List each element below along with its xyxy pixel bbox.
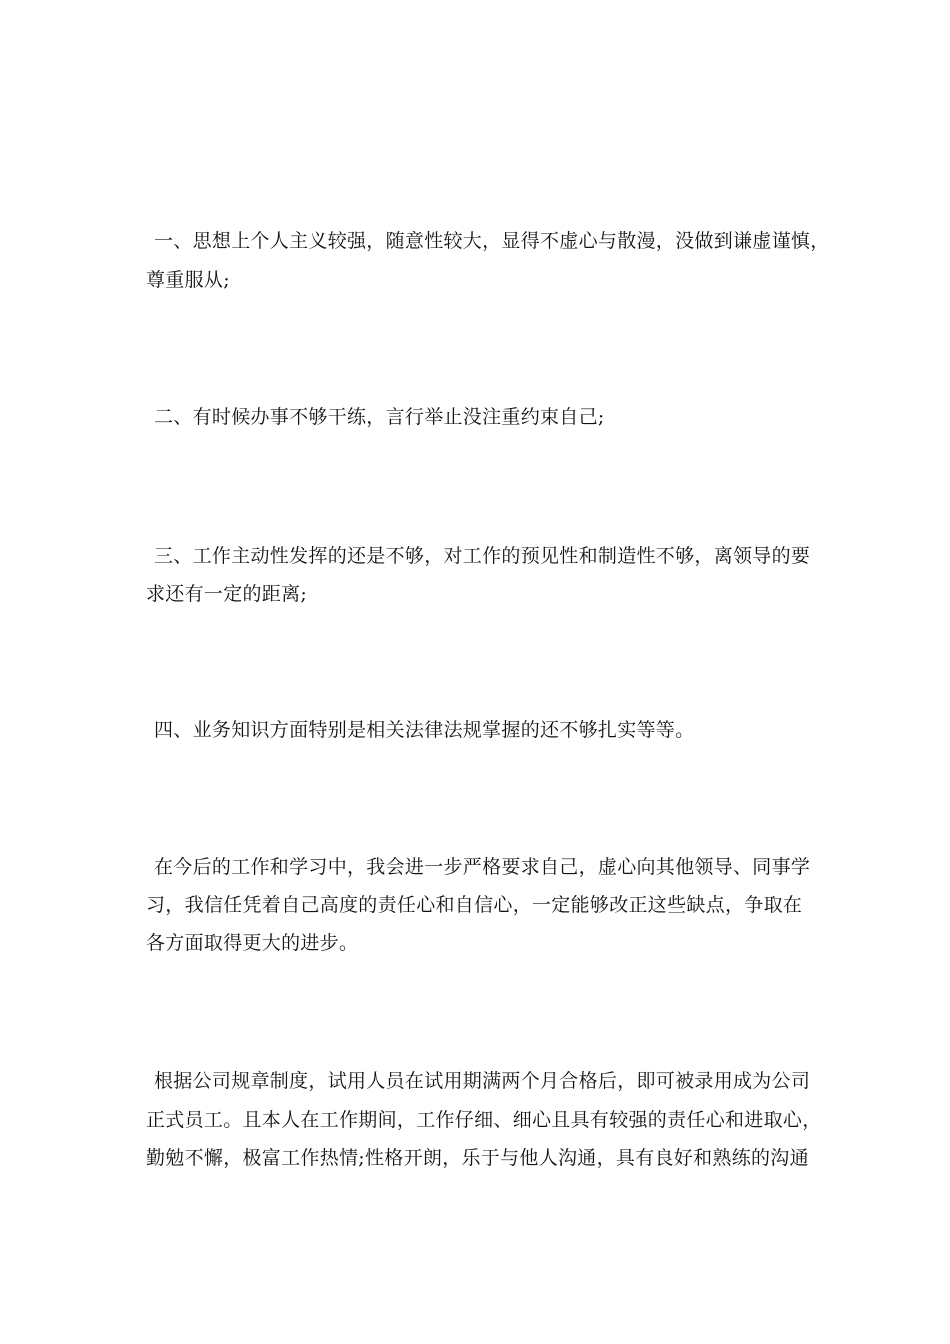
paragraph-5-line-3: 各方面取得更大的进步。 <box>146 932 359 954</box>
paragraph-5-line-1: 在今后的工作和学习中，我会进一步严格要求自己，虚心向其他领导、同事学 <box>154 856 811 878</box>
paragraph-4-line-1: 四、业务知识方面特别是相关法律法规掌握的还不够扎实等等。 <box>154 719 695 741</box>
paragraph-5-line-2: 习，我信任凭着自己高度的责任心和自信心，一定能够改正这些缺点，争取在 <box>146 894 803 916</box>
paragraph-6-line-2: 正式员工。且本人在工作期间，工作仔细、细心且具有较强的责任心和进取心， <box>146 1109 822 1131</box>
paragraph-3-line-2: 求还有一定的距离; <box>146 583 308 605</box>
paragraph-1-line-1: 一、思想上个人主义较强，随意性较大，显得不虚心与散漫，没做到谦虚谨慎， <box>154 230 830 252</box>
paragraph-6-line-1: 根据公司规章制度，试用人员在试用期满两个月合格后，即可被录用成为公司 <box>154 1070 811 1092</box>
paragraph-6-line-3: 勤勉不懈，极富工作热情;性格开朗，乐于与他人沟通，具有良好和熟练的沟通 <box>146 1147 809 1169</box>
paragraph-3-line-1: 三、工作主动性发挥的还是不够，对工作的预见性和制造性不够，离领导的要 <box>154 545 811 567</box>
paragraph-1-line-2: 尊重服从; <box>146 269 230 291</box>
paragraph-2-line-1: 二、有时候办事不够干练，言行举止没注重约束自己; <box>154 406 605 428</box>
